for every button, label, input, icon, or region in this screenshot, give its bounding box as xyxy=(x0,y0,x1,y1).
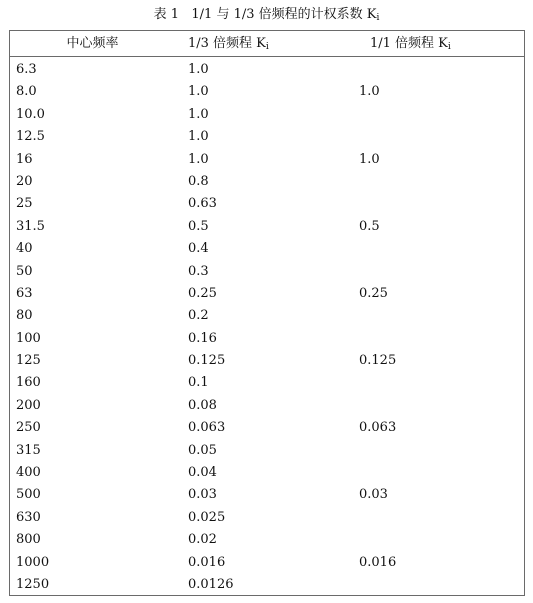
cell-third-octave-ki: 1.0 xyxy=(188,129,209,145)
cell-octave-ki: 0.03 xyxy=(359,487,388,503)
cell-third-octave-ki: 0.125 xyxy=(188,353,226,369)
cell-center-frequency: 315 xyxy=(16,442,41,458)
weighting-coefficient-table xyxy=(9,30,525,596)
table-row xyxy=(10,81,524,103)
table-row xyxy=(10,283,524,305)
table-row xyxy=(10,484,524,506)
cell-center-frequency: 800 xyxy=(16,532,41,548)
cell-center-frequency: 630 xyxy=(16,509,41,525)
caption-text: 1/1 与 1/3 倍频程的计权系数 K xyxy=(191,7,377,22)
cell-third-octave-ki: 0.04 xyxy=(188,465,217,481)
header-center-frequency-text: 中心频率 xyxy=(66,36,119,51)
cell-third-octave-ki: 0.1 xyxy=(188,375,209,391)
cell-center-frequency: 8.0 xyxy=(16,84,37,100)
table-row xyxy=(10,171,524,193)
table-row xyxy=(10,417,524,439)
cell-third-octave-ki: 0.016 xyxy=(188,554,226,570)
cell-third-octave-ki: 0.03 xyxy=(188,487,217,503)
cell-octave-ki: 1.0 xyxy=(359,84,380,100)
cell-octave-ki: 0.25 xyxy=(359,285,388,301)
cell-octave-ki: 0.063 xyxy=(359,420,397,436)
cell-octave-ki: 0.016 xyxy=(359,554,397,570)
cell-center-frequency: 10.0 xyxy=(16,106,45,122)
cell-third-octave-ki: 0.063 xyxy=(188,420,226,436)
header-octave-ki-text: 1/1 倍频程 K xyxy=(370,36,448,51)
cell-center-frequency: 20 xyxy=(16,173,33,189)
header-octave-ki-sub: i xyxy=(447,42,451,52)
header-octave-ki xyxy=(370,31,520,60)
cell-center-frequency: 16 xyxy=(16,151,33,167)
cell-third-octave-ki: 0.4 xyxy=(188,241,209,257)
cell-third-octave-ki: 0.2 xyxy=(188,308,209,324)
header-third-octave-ki-sub: i xyxy=(265,42,269,52)
table-row xyxy=(10,238,524,260)
table-row xyxy=(10,149,524,171)
table-header-row xyxy=(10,31,524,57)
cell-center-frequency: 125 xyxy=(16,353,41,369)
cell-third-octave-ki: 0.25 xyxy=(188,285,217,301)
cell-center-frequency: 6.3 xyxy=(16,62,37,77)
table-row xyxy=(10,529,524,551)
table-row xyxy=(10,193,524,215)
table-row xyxy=(10,305,524,327)
table-row xyxy=(10,462,524,484)
cell-third-octave-ki: 0.8 xyxy=(188,173,209,189)
cell-third-octave-ki: 1.0 xyxy=(188,151,209,167)
table-row xyxy=(10,59,524,81)
table-body xyxy=(10,59,524,596)
cell-center-frequency: 31.5 xyxy=(16,218,45,234)
header-center-frequency xyxy=(10,31,175,57)
cell-third-octave-ki: 1.0 xyxy=(188,62,209,77)
cell-octave-ki: 0.5 xyxy=(359,218,380,234)
cell-third-octave-ki: 0.63 xyxy=(188,196,217,212)
cell-center-frequency: 63 xyxy=(16,285,33,301)
cell-center-frequency: 1000 xyxy=(16,554,50,570)
cell-center-frequency: 12.5 xyxy=(16,129,45,145)
table-row xyxy=(10,574,524,596)
cell-octave-ki: 1.0 xyxy=(359,151,380,167)
cell-third-octave-ki: 0.08 xyxy=(188,397,217,413)
cell-third-octave-ki: 0.0126 xyxy=(188,576,234,592)
cell-center-frequency: 50 xyxy=(16,263,33,279)
cell-third-octave-ki: 1.0 xyxy=(188,106,209,122)
table-row xyxy=(10,372,524,394)
cell-center-frequency: 1250 xyxy=(16,576,50,592)
cell-third-octave-ki: 0.3 xyxy=(188,263,209,279)
table-row xyxy=(10,440,524,462)
header-third-octave-ki xyxy=(188,31,338,60)
table-row xyxy=(10,395,524,417)
caption-subscript: i xyxy=(376,13,380,23)
table-row xyxy=(10,350,524,372)
table-row xyxy=(10,261,524,283)
header-third-octave-ki-text: 1/3 倍频程 K xyxy=(188,36,266,51)
cell-center-frequency: 200 xyxy=(16,397,41,413)
cell-third-octave-ki: 0.05 xyxy=(188,442,217,458)
cell-center-frequency: 250 xyxy=(16,420,41,436)
cell-third-octave-ki: 1.0 xyxy=(188,84,209,100)
table-row xyxy=(10,104,524,126)
cell-center-frequency: 80 xyxy=(16,308,33,324)
table-row xyxy=(10,507,524,529)
caption-label: 表 1 xyxy=(153,7,179,22)
table-row xyxy=(10,328,524,350)
table-caption xyxy=(0,6,533,27)
cell-center-frequency: 160 xyxy=(16,375,41,391)
cell-center-frequency: 40 xyxy=(16,241,33,257)
table-row xyxy=(10,216,524,238)
cell-third-octave-ki: 0.16 xyxy=(188,330,217,346)
cell-center-frequency: 100 xyxy=(16,330,41,346)
cell-third-octave-ki: 0.02 xyxy=(188,532,217,548)
cell-octave-ki: 0.125 xyxy=(359,353,397,369)
table-row xyxy=(10,126,524,148)
cell-third-octave-ki: 0.5 xyxy=(188,218,209,234)
table-row xyxy=(10,552,524,574)
cell-center-frequency: 25 xyxy=(16,196,33,212)
cell-center-frequency: 500 xyxy=(16,487,41,503)
cell-center-frequency: 400 xyxy=(16,465,41,481)
cell-third-octave-ki: 0.025 xyxy=(188,509,226,525)
